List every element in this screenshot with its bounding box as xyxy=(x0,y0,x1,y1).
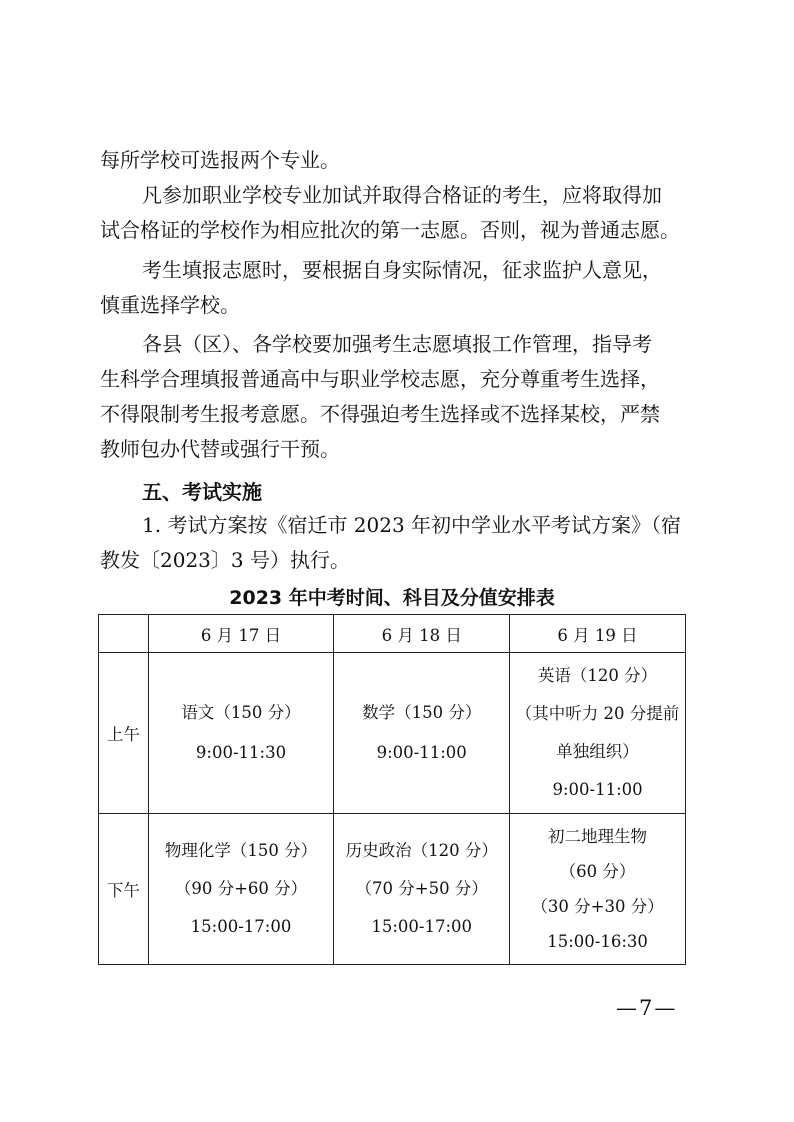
cell-subject: 数学（150 分） xyxy=(362,703,482,722)
text-line: 教发〔2023〕3 号）执行。 xyxy=(100,548,350,572)
text-line: 教师包办代替或强行干预。 xyxy=(100,437,340,461)
cell-score-split: （30 分+30 分） xyxy=(531,897,664,916)
cell-time: 15:00-16:30 xyxy=(547,932,648,951)
table-cell xyxy=(148,814,334,965)
table-cell xyxy=(334,653,510,814)
cell-score: （60 分） xyxy=(559,862,636,881)
row-label-afternoon: 下午 xyxy=(99,814,149,965)
cell-note: 单独组织） xyxy=(556,742,639,761)
cell-subject: 英语（120 分） xyxy=(537,666,658,685)
text-line: 凡参加职业学校专业加试并取得合格证的考生，应将取得加 xyxy=(142,183,662,207)
item-1 xyxy=(100,508,688,578)
cell-time: 9:00-11:30 xyxy=(195,743,287,762)
paragraph-2 xyxy=(100,178,688,248)
text-line: 试合格证的学校作为相应批次的第一志愿。否则，视为普通志愿。 xyxy=(100,218,680,242)
paragraph-3 xyxy=(100,253,688,323)
header-cell-date: 6 月 18 日 xyxy=(334,615,510,653)
table-title: 2023 年中考时间、科目及分值安排表 xyxy=(229,587,555,609)
text-line: 不得限制考生报考意愿。不得强迫考生选择或不选择某校，严禁 xyxy=(100,402,660,426)
paragraph-1 xyxy=(100,143,688,178)
table-header-row xyxy=(99,615,686,653)
row-label-morning: 上午 xyxy=(99,653,149,814)
page-number: —7— xyxy=(616,996,678,1020)
section-heading: 五、考试实施 xyxy=(142,480,262,504)
paragraph-4 xyxy=(100,327,688,467)
text-line: 1. 考试方案按《宿迁市 2023 年初中学业水平考试方案》（宿 xyxy=(142,513,682,537)
text-line: 各县（区）、各学校要加强考生志愿填报工作管理，指导考 xyxy=(142,332,652,356)
table-cell xyxy=(510,653,686,814)
cell-score-split: （70 分+50 分） xyxy=(355,879,488,898)
table-cell xyxy=(148,653,334,814)
table-cell xyxy=(510,814,686,965)
header-cell-date: 6 月 17 日 xyxy=(148,615,334,653)
text-line: 考生填报志愿时，要根据自身实际情况，征求监护人意见， xyxy=(142,258,662,282)
cell-subject: 物理化学（150 分） xyxy=(164,841,318,860)
cell-subject: 语文（150 分） xyxy=(181,703,301,722)
cell-note: （其中听力 20 分提前 xyxy=(515,704,680,723)
text-line: 慎重选择学校。 xyxy=(100,293,240,317)
cell-score-split: （90 分+60 分） xyxy=(174,879,308,898)
cell-time: 15:00-17:00 xyxy=(371,917,473,936)
text-line: 生科学合理填报普通高中与职业学校志愿，充分尊重考生选择， xyxy=(100,367,660,391)
cell-subject: 初二地理生物 xyxy=(548,827,648,846)
cell-time: 9:00-11:00 xyxy=(552,780,643,799)
table-row-afternoon xyxy=(99,814,686,965)
header-cell-date: 6 月 19 日 xyxy=(510,615,686,653)
header-cell-empty xyxy=(99,615,149,653)
cell-time: 9:00-11:00 xyxy=(376,743,467,762)
table-row-morning xyxy=(99,653,686,814)
schedule-table xyxy=(98,614,686,965)
cell-time: 15:00-17:00 xyxy=(190,917,292,936)
text-line: 每所学校可选报两个专业。 xyxy=(100,148,340,172)
cell-subject: 历史政治（120 分） xyxy=(345,841,498,860)
table-cell xyxy=(334,814,510,965)
